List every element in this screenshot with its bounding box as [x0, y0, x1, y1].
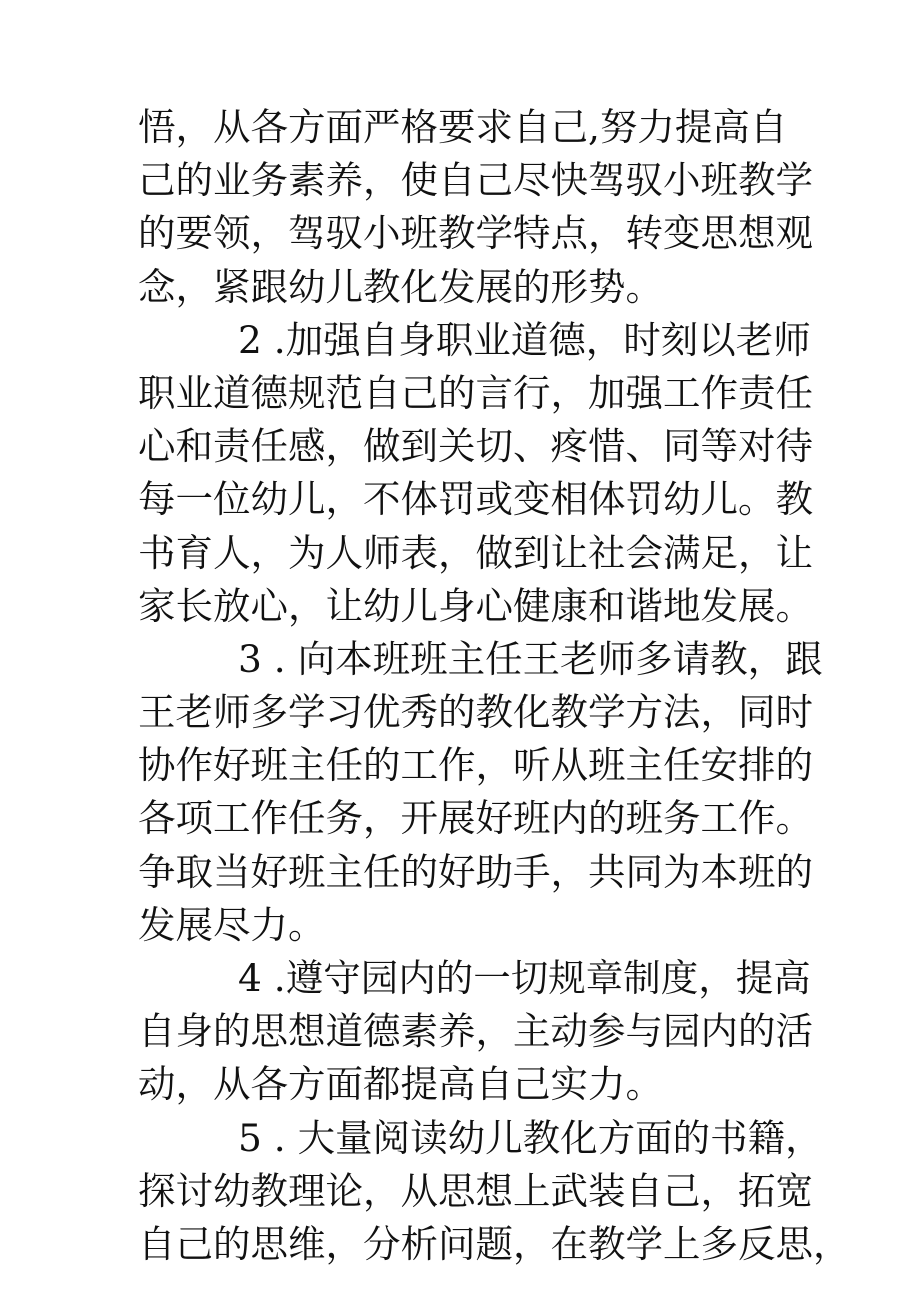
text-line: 心和责任感，做到关切、疼惜、同等对待: [138, 424, 813, 469]
text-line: 己的业务素养，使自己尽快驾驭小班教学: [138, 158, 813, 203]
text-line: 发展尽力。: [138, 902, 326, 947]
text-line: 争取当好班主任的好助手，共同为本班的: [138, 849, 813, 894]
document-body: [138, 101, 851, 1271]
text-line: 自身的思想道德素养，主动参与园内的活: [138, 1009, 813, 1054]
text-line: 职业道德规范自己的言行，加强工作责任: [138, 370, 813, 415]
paragraph-3-start: 3 . 向本班班主任王老师多请教，跟: [238, 636, 823, 681]
paragraph-2-start: 2 .加强自身职业道德，时刻以老师: [238, 317, 811, 362]
text-line: 家长放心，让幼儿身心健康和谐地发展。: [138, 583, 813, 628]
text-line: 念，紧跟幼儿教化发展的形势。: [138, 264, 663, 309]
text-line: 协作好班主任的工作，听从班主任安排的: [138, 743, 813, 788]
text-line: 悟，从各方面严格要求自己,努力提高自: [138, 105, 788, 149]
text-line: 书育人，为人师表，做到让社会满足，让: [138, 530, 813, 575]
text-line: 动，从各方面都提高自己实力。: [138, 1062, 663, 1107]
text-line: 的要领，驾驭小班教学特点，转变思想观: [138, 211, 813, 256]
text-line: 探讨幼教理论，从思想上武装自己，拓宽: [138, 1168, 813, 1213]
paragraph-5-start: 5 . 大量阅读幼儿教化方面的书籍，: [238, 1115, 823, 1160]
paragraph-4-start: 4 .遵守园内的一切规章制度，提高: [238, 956, 811, 1000]
text-line: 各项工作任务，开展好班内的班务工作。: [138, 796, 813, 841]
text-line: 每一位幼儿，不体罚或变相体罚幼儿。教: [138, 477, 813, 522]
text-line: 王老师多学习优秀的教化教学方法，同时: [138, 690, 813, 735]
text-line: 自己的思维，分析问题，在教学上多反思，: [138, 1221, 851, 1266]
